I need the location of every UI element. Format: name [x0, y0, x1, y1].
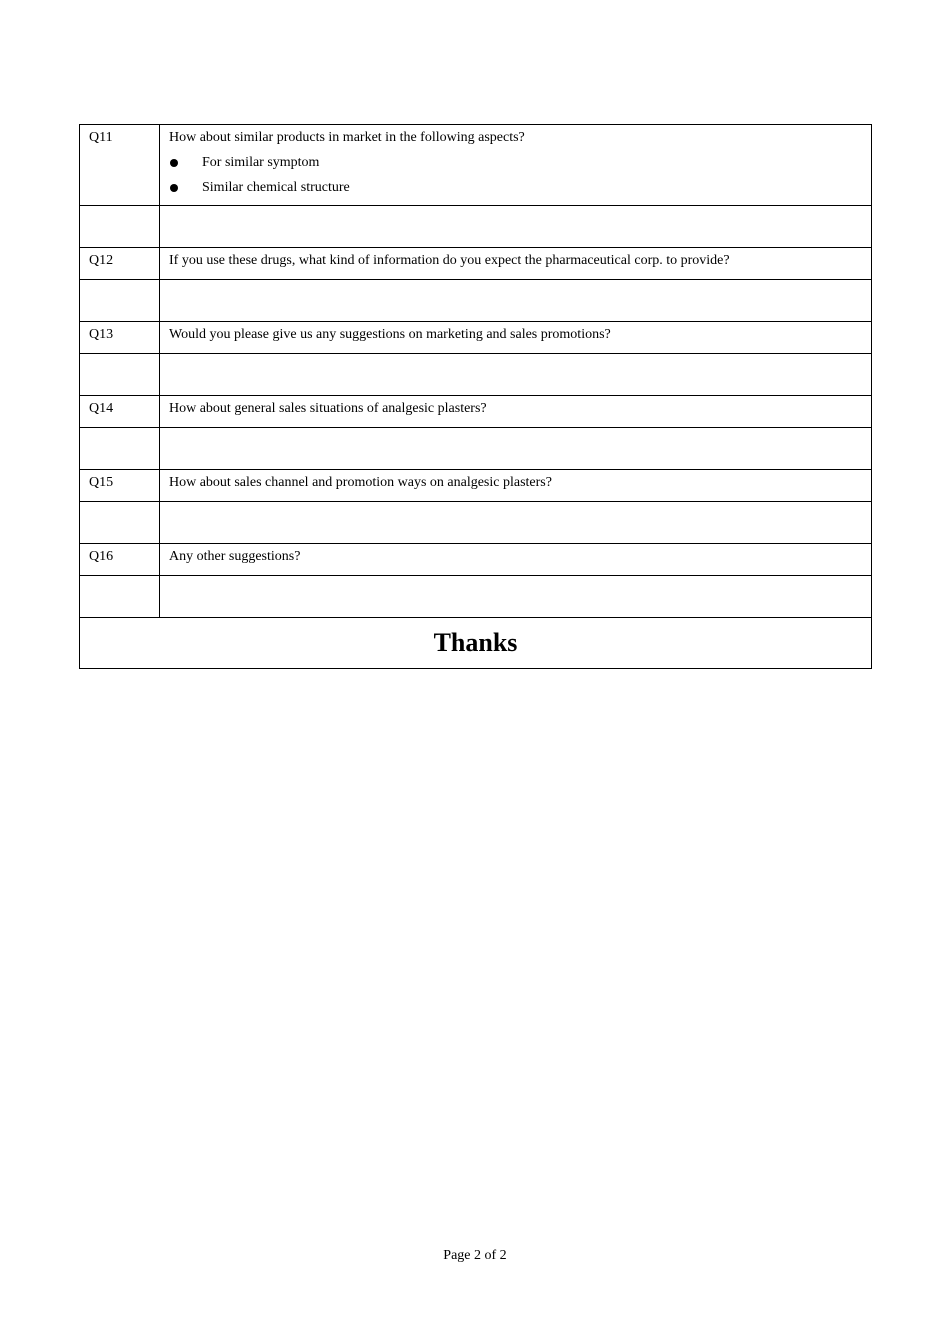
answer-number-cell [80, 428, 160, 470]
question-number: Q12 [80, 248, 160, 280]
closing-row [80, 618, 872, 669]
question-number: Q11 [80, 125, 160, 206]
answer-number-cell [80, 502, 160, 544]
answer-row [80, 206, 872, 248]
answer-number-cell [80, 206, 160, 248]
answer-row [80, 428, 872, 470]
answer-number-cell [80, 576, 160, 618]
answer-row [80, 354, 872, 396]
bullet-icon [170, 184, 178, 192]
answer-field[interactable] [160, 576, 872, 618]
questionnaire-table [79, 124, 872, 669]
answer-row [80, 502, 872, 544]
question-text: How about sales channel and promotion ways on analgesic plasters? [160, 470, 872, 502]
answer-number-cell [80, 354, 160, 396]
answer-field[interactable] [160, 428, 872, 470]
question-number: Q13 [80, 322, 160, 354]
closing-text: Thanks [80, 618, 872, 669]
bullet-text: Similar chemical structure [202, 180, 350, 195]
answer-field[interactable] [160, 280, 872, 322]
question-text: Any other suggestions? [160, 544, 872, 576]
question-text: Would you please give us any suggestions on marketing and sales promotions? [160, 322, 872, 354]
answer-row [80, 280, 872, 322]
question-number: Q15 [80, 470, 160, 502]
question-row [80, 322, 872, 354]
answer-row [80, 576, 872, 618]
answer-number-cell [80, 280, 160, 322]
question-row [80, 248, 872, 280]
question-number: Q16 [80, 544, 160, 576]
question-row [80, 396, 872, 428]
question-row [80, 470, 872, 502]
bullet-text: For similar symptom [202, 155, 320, 170]
question-row [80, 125, 872, 206]
question-text: If you use these drugs, what kind of information do you expect the pharmaceutical corp. to provide? [160, 248, 872, 280]
list-item [169, 146, 871, 171]
answer-field[interactable] [160, 354, 872, 396]
bullet-list [169, 146, 871, 196]
question-number: Q14 [80, 396, 160, 428]
bullet-icon [170, 159, 178, 167]
question-row [80, 544, 872, 576]
list-item [169, 171, 871, 196]
answer-field[interactable] [160, 206, 872, 248]
question-text: How about general sales situations of analgesic plasters? [160, 396, 872, 428]
page-number: Page 2 of 2 [443, 1248, 507, 1263]
question-text: How about similar products in market in the following aspects? [169, 130, 525, 145]
answer-field[interactable] [160, 502, 872, 544]
question-cell [160, 125, 872, 206]
